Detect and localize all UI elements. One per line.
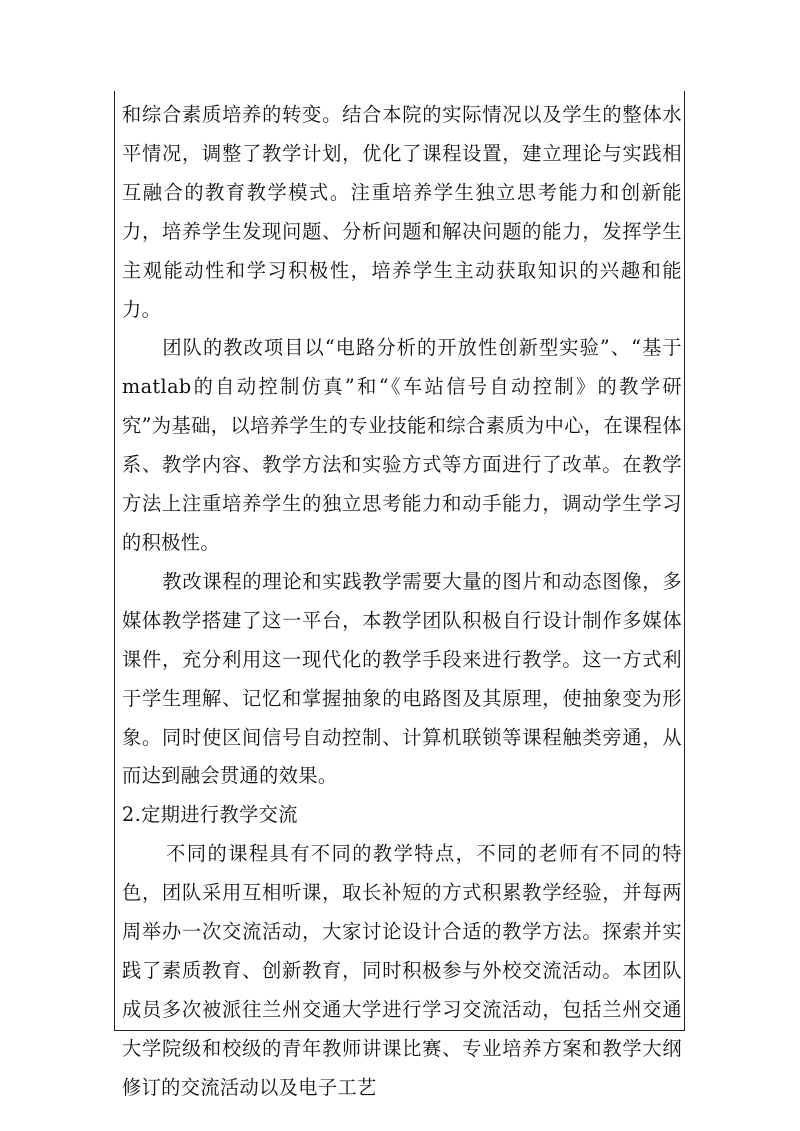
paragraph-reform-projects: 团队的教改项目以“电路分析的开放性创新型实验”、“基于matlab的自动控制仿真”和“《车站信号自动控制》的教学研究”为基础，以培养学生的专业技能和综合素质为中心，在课程体系、教学内容、教学方法和实验方式等方面进行了改革。在教学方法上注重培养学生的独立思考能力和动手能力，调动学生学习的积极性。 (122, 336, 682, 554)
paragraph-teaching-reform-intro: 和综合素质培养的转变。结合本院的实际情况以及学生的整体水平情况，调整了教学计划，优化了课程设置，建立理论与实践相互融合的教育教学模式。注重培养学生独立思考能力和创新能力，培养学生发现问题、分析问题和解决问题的能力，发挥学生主观能动性和学习积极性，培养学生主动获取知识的兴趣和能力。 (122, 103, 682, 321)
paragraph-multimedia-teaching: 教改课程的理论和实践教学需要大量的图片和动态图像，多媒体教学搭建了这一平台，本教学团队积极自行设计制作多媒体课件，充分利用这一现代化的教学手段来进行教学。这一方式利于学生理解、记忆和掌握抽象的电路图及其原理，使抽象变为形象。同时使区间信号自动控制、计算机联锁等课程触类旁通，从而达到融会贯通的效果。 (122, 569, 682, 788)
section-heading-teaching-exchange: 2.定期进行教学交流 (122, 803, 298, 827)
document-body (122, 96, 682, 1108)
paragraph-teaching-exchange: 不同的课程具有不同的教学特点，不同的老师有不同的特色，团队采用互相听课，取长补短的方式积累教学经验，并每两周举办一次交流活动，大家讨论设计合适的教学方法。探索并实践了素质教育、创新教育，同时积极参与外校交流活动。本团队成员多次被派往兰州交通大学进行学习交流活动，包括兰州交通大学院级和校级的青年教师讲课比赛、专业培养方案和教学大纲修订的交流活动以及电子工艺 (122, 842, 682, 1099)
